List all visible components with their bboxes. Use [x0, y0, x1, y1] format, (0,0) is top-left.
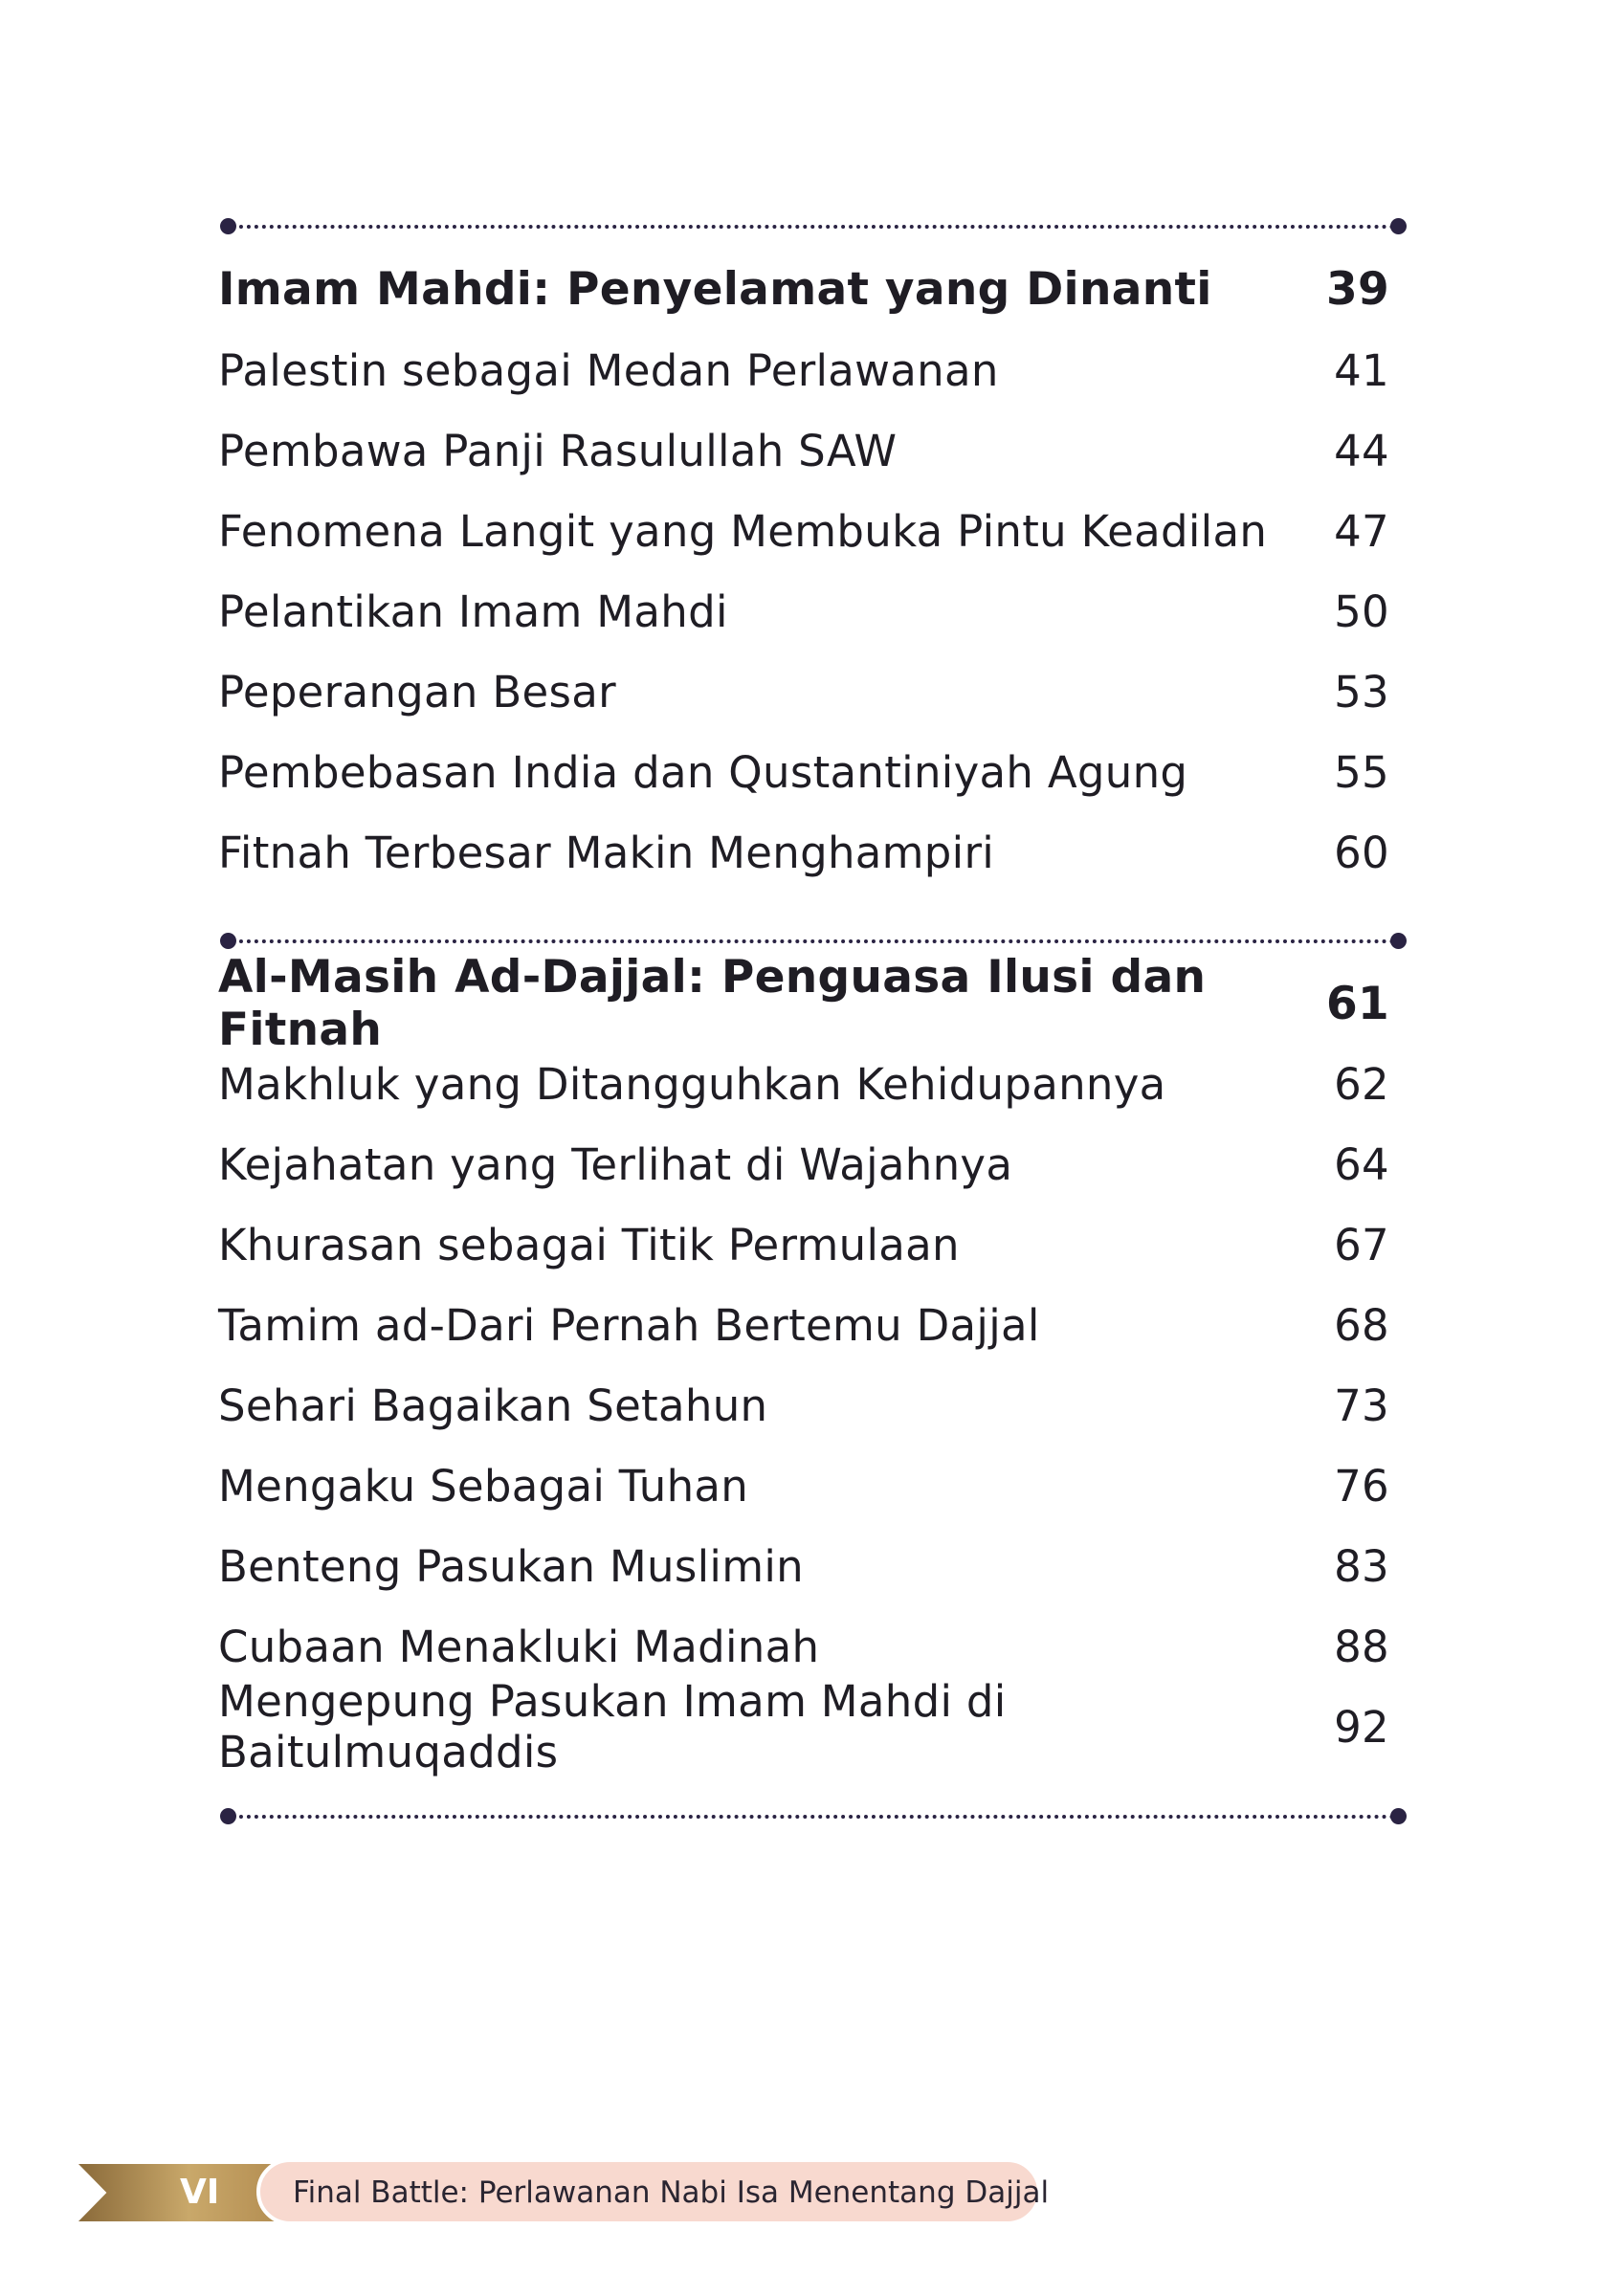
toc-entry-title: Peperangan Besar — [218, 666, 616, 718]
toc-entry-page: 83 — [1334, 1540, 1389, 1592]
section-divider-top — [220, 218, 1407, 235]
toc-entry[interactable] — [218, 732, 1393, 812]
toc-heading-page: 61 — [1325, 977, 1389, 1030]
toc-entry[interactable] — [218, 1676, 1393, 1777]
toc-entry-page: 88 — [1334, 1621, 1389, 1672]
toc-heading-page: 39 — [1325, 262, 1389, 316]
toc-entry-title: Palestin sebagai Medan Perlawanan — [218, 344, 999, 396]
toc-entry-title: Cubaan Menakluki Madinah — [218, 1621, 820, 1672]
toc-entry-page: 76 — [1334, 1460, 1389, 1512]
toc-entry-page: 67 — [1334, 1219, 1389, 1270]
toc-entry[interactable] — [218, 1606, 1393, 1687]
footer-page-number: VI — [180, 2173, 220, 2212]
toc-entry[interactable] — [218, 330, 1393, 410]
toc-entry[interactable] — [218, 1446, 1393, 1526]
toc-entry[interactable] — [218, 571, 1393, 651]
divider-dotted-line — [232, 1815, 1395, 1819]
toc-heading-imam-mahdi[interactable] — [218, 249, 1393, 329]
toc-entry-page: 60 — [1334, 827, 1389, 878]
toc-entry-title: Mengaku Sebagai Tuhan — [218, 1460, 749, 1512]
toc-entry-title: Kejahatan yang Terlihat di Wajahnya — [218, 1138, 1013, 1190]
toc-entry-title: Benteng Pasukan Muslimin — [218, 1540, 804, 1592]
divider-dotted-line — [232, 225, 1395, 229]
toc-entry[interactable] — [218, 1526, 1393, 1606]
footer-book-title: Final Battle: Perlawanan Nabi Isa Menentang Dajjal — [293, 2175, 1050, 2210]
toc-heading-title: Imam Mahdi: Penyelamat yang Dinanti — [218, 262, 1212, 316]
toc-entry-title: Khurasan sebagai Titik Permulaan — [218, 1219, 960, 1270]
divider-dot-right — [1390, 218, 1407, 234]
toc-entry-page: 73 — [1334, 1380, 1389, 1431]
toc-entry-title: Sehari Bagaikan Setahun — [218, 1380, 768, 1431]
toc-entry-title: Makhluk yang Ditangguhkan Kehidupannya — [218, 1058, 1166, 1110]
toc-entry-title: Tamim ad-Dari Pernah Bertemu Dajjal — [218, 1299, 1040, 1351]
toc-entry-title: Pelantikan Imam Mahdi — [218, 585, 728, 637]
toc-heading-dajjal[interactable] — [218, 951, 1393, 1056]
toc-heading-title: Al-Masih Ad-Dajjal: Penguasa Ilusi dan Fitnah — [218, 951, 1207, 1056]
toc-entry-page: 62 — [1334, 1058, 1389, 1110]
toc-entry-title: Pembawa Panji Rasulullah SAW — [218, 425, 898, 476]
divider-dot-right — [1390, 1808, 1407, 1824]
divider-dot-right — [1390, 933, 1407, 949]
toc-entry-page: 41 — [1334, 344, 1389, 396]
toc-entry-title: Pembebasan India dan Qustantiniyah Agung — [218, 746, 1188, 798]
toc-entry[interactable] — [218, 1044, 1393, 1124]
toc-entry[interactable] — [218, 1365, 1393, 1446]
section-divider-middle — [220, 933, 1407, 950]
toc-entry[interactable] — [218, 812, 1393, 893]
toc-entry-page: 53 — [1334, 666, 1389, 718]
toc-entry-title: Mengepung Pasukan Imam Mahdi di Baitulmuqaddis — [218, 1676, 1007, 1777]
toc-entry-page: 92 — [1334, 1701, 1389, 1753]
toc-entry-title: Fenomena Langit yang Membuka Pintu Keadilan — [218, 505, 1268, 557]
toc-entry-page: 68 — [1334, 1299, 1389, 1351]
toc-entry[interactable] — [218, 1204, 1393, 1285]
toc-entry-title: Fitnah Terbesar Makin Menghampiri — [218, 827, 995, 878]
toc-entry[interactable] — [218, 1124, 1393, 1204]
toc-entry[interactable] — [218, 651, 1393, 732]
toc-entry-page: 44 — [1334, 425, 1389, 476]
toc-entry-page: 50 — [1334, 585, 1389, 637]
toc-entry[interactable] — [218, 491, 1393, 571]
section-divider-bottom — [220, 1808, 1407, 1825]
toc-entry-page: 47 — [1334, 505, 1389, 557]
divider-dotted-line — [232, 939, 1395, 943]
toc-entry[interactable] — [218, 410, 1393, 491]
toc-entry[interactable] — [218, 1285, 1393, 1365]
toc-entry-page: 64 — [1334, 1138, 1389, 1190]
toc-entry-page: 55 — [1334, 746, 1389, 798]
